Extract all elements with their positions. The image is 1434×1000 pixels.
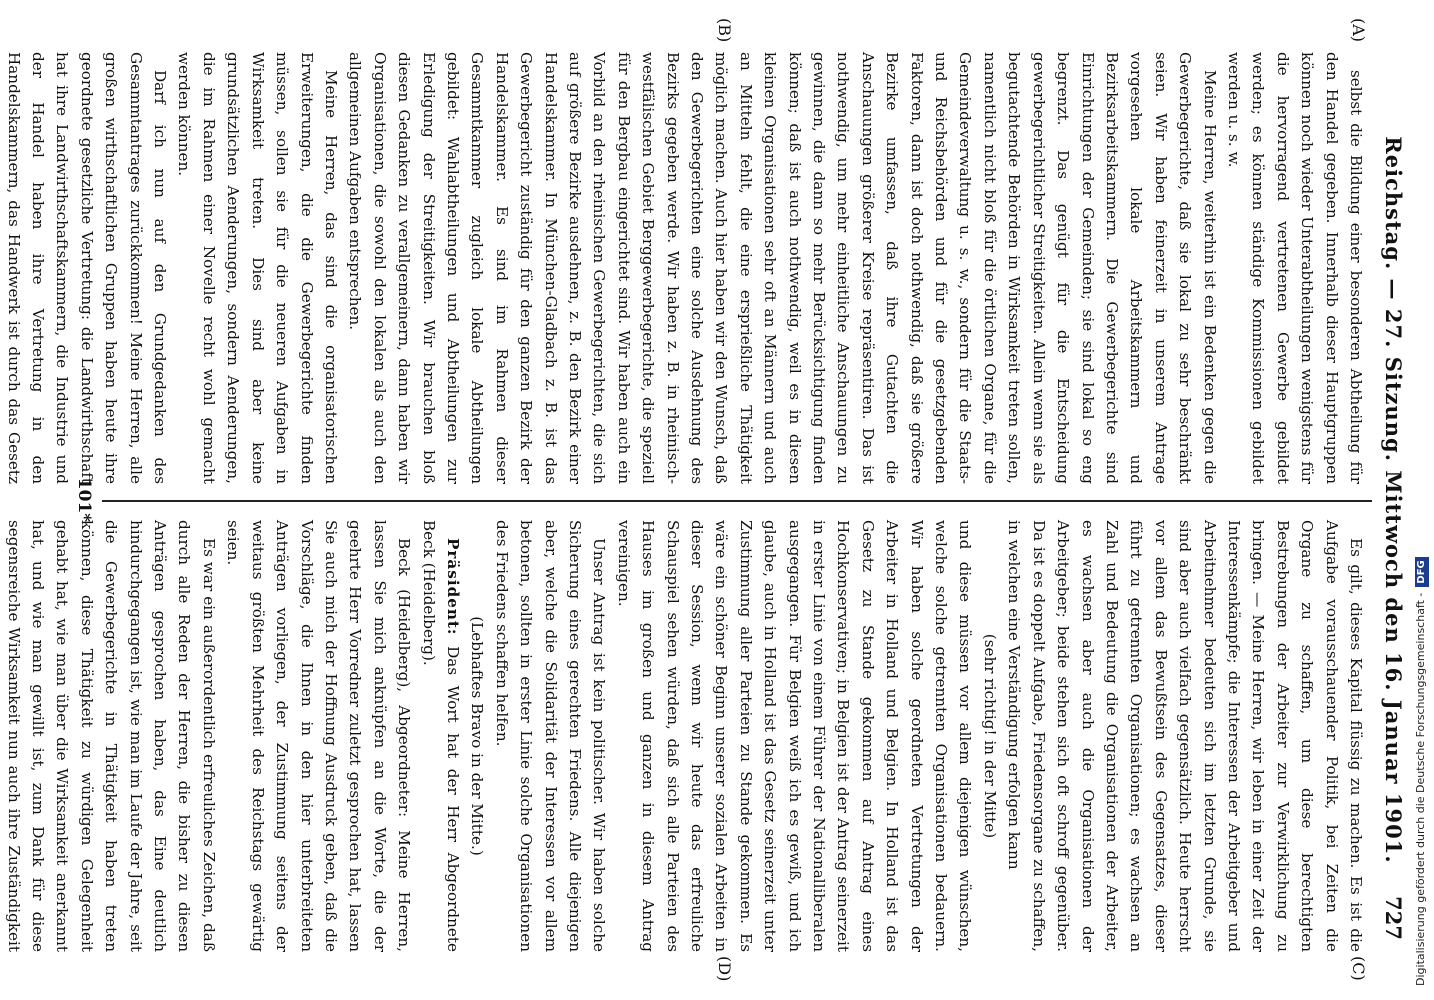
dfg-logo: DFG — [1415, 557, 1429, 586]
left-paragraph-3: Meine Herren, das sind die organisatorischen Erweiterungen, die die Gewerbegerichte finden müssen, sollen sie für die neueren Aufgaben in Wirksamkeit treten. Dies sind aber keine grundsätzlichen Aenderungen, sondern Aenderungen, die im Rahmen einer Novelle recht wohl gemacht werden können. — [175, 52, 340, 484]
right-paragraph-1: Es gilt, dieses Kapital flüssig zu machen. Es ist die Aufgabe vorausschauender Politik, bei Zeiten die Organe zu schaffen, um diese berechtigten Bestrebungen der Arbeiter zur Verwirklichung zu bringen. — Meine Herren, wir leben in einer Zeit der Interessenkämpfe; die Interessen der Arbeitgeber und Arbeitnehmer bedeuten sich im letzten Grunde, sie sind aber auch vielfach gegensätzlich. Heute herrscht vor allem das Bewußtsein des Gegensatzes, dieser führt zu getrennten Organisationen; es wachsen an Zahl und Bedeutung die Organisationen der Arbeiter, es wachsen aber auch die Organisationen der Arbeitgeber; beide stehen sich oft schroff gegenüber. Da ist es doppelt Aufgabe, Friedensorgane zu schaffen, in welchen eine Verständigung erfolgen kann — [1005, 520, 1365, 952]
speaker-line — [416, 520, 465, 952]
page-header — [1376, 60, 1406, 940]
margin-marker-c: (C) — [1349, 956, 1368, 981]
right-paragraph-2: und diese müssen vor allem diejenigen wünschen, welche solche getrennten Organisationen bedauern. Wir haben solche geordneten Vertretungen der Arbeiter in Holland und Belgien. In Holland ist das Gesetz zu Stande gekommen auf Antrag eines Hochkonservativen; in Belgien ist der Antrag seinerzeit in erster Linie von einem Führer der Nationalliberalen ausgegangen. Für Belgien weiß ich es gewiß, und ich glaube, auch in Holland ist das Gesetz seinerzeit unter Zustimmung aller Parteien zu Stande gekommen. Es wäre ein schöner Beginn unserer sozialen Arbeiten in dieser Session, wenn wir heute das erfreuliche Schauspiel sehen würden, daß sich alle Parteien des Hauses im großen und ganzen in diesem Antrag vereinigen. — [614, 520, 975, 952]
left-paragraph-1: selbst die Bildung einer besonderen Abtheilung für den Handel gegeben. Innerhalb dieser Hauptgruppen können noch wieder Unterabtheilungen wenigstens für die hervorragend vertretenen Gewerbe gebildet werden; es können ständige Kommissionen gebildet werden u. s. w. — [1224, 52, 1365, 484]
right-paragraph-5: Es war ein außerordentlich erfreuliches Zeichen, daß durch alle Reden der Herren, die bisher zu diesen Anträgen gesprochen haben, das Eine deutlich hindurchgegangen ist, wie man im Laufe der Jahre, seit die Gewerbegerichte in Thätigkeit haben treten können, diese Thätigkeit zu würdigen Gelegenheit gehabt hat, wie man über die Wirksamkeit anerkannt hat, und wie man gewillt ist, zum Dank für diese segensreiche Wirksamkeit nun auch ihre Zuständigkeit — [4, 520, 218, 952]
page-title: Reichstag. — 27. Sitzung. Mittwoch den 16. Januar 1901. — [1381, 136, 1406, 864]
right-cheer-2: (Lebhaftes Bravo in der Mitte.) — [468, 616, 487, 856]
margin-marker-b: (B) — [715, 18, 734, 43]
margin-marker-d: (D) — [715, 956, 734, 982]
left-column — [4, 52, 1368, 484]
speaker-text: Das Wort hat der Herr Abgeordnete Beck (Heidelberg). — [419, 520, 462, 952]
page-number: 727 — [1381, 896, 1406, 940]
right-paragraph-4: Beck (Heidelberg), Abgeordneter: Meine Herren, lassen Sie mich anknüpfen an die Worte, die der geehrte Herr Vorredner zuletzt gesprochen hat, lassen Sie auch mich der Hoffnung Ausdruck geben, daß die Vorschläge, die Ihnen in den hier unterbreiteten Anträgen vorliegen, der Zustimmung seitens der weitaus größten Mehrheit des Reichstags gewärtig seien. — [224, 520, 414, 952]
left-paragraph-4: Darf ich nun auf den Grundgedanken des Gesammtantrages zurückkommen! Meine Herren, alle großen wirthschaftlichen Gruppen haben heute ihre geordnete gesetzliche Vertretung: die Landwirthschaft hat ihre Landwirthschaftskammern, die Industrie und der Handel haben ihre Vertretung in den Handelskammern, das Handwerk ist durch das Gesetz — [4, 52, 170, 484]
credit-text: Digitalisierung gefördert durch die Deutsche Forschungsgemeinschaft - — [1414, 592, 1427, 986]
margin-marker-a: (A) — [1349, 18, 1368, 43]
speaker-label: Präsident: — [443, 538, 462, 636]
column-divider — [102, 500, 1372, 502]
digitization-credit — [1408, 0, 1434, 1000]
right-column — [4, 520, 1368, 952]
right-paragraph-3: Unser Antrag ist kein politischer. Wir haben solche Sicherung eines gerechten Friedens. Alle diejenigen aber, welche die Solidarität der Interessen vor allem betonen, sollten in erster Linie solche Organisationen des Friedens schaffen helfen. — [492, 520, 609, 952]
right-cheer-1: (sehr richtig! in der Mitte) — [980, 633, 999, 839]
signature-number: 101* — [74, 477, 94, 523]
left-paragraph-2: Meine Herren, weiterhin ist ein Bedenken gegen die Gewerbegerichte, daß sie lokal zu sehr beschränkt seien. Wir haben feinerzeit in unserem Antrage vorgesehen lokale Arbeitskammern und Bezirksarbeitskammern. Die Gewerbegerichte sind Einrichtungen der Gemeinden; sie sind lokal so eng begrenzt. Das genügt für die Entscheidung gewerbegerichtlicher Streitigkeiten. Allein wenn sie als begutachtende Behörden in Wirksamkeit treten sollen, namentlich nicht bloß für die örtlichen Organe, für die Gemeindeverwaltung u. s. w., sondern für die Staats- und Reichsbehörden und für die gesetzgebenden Faktoren, dann ist doch nothwendig, daß sie größere Bezirke umfassen, daß ihre Gutachten die Anschauungen größerer Kreise repräsentiren. Das ist nothwendig, um mehr einheitliche Anschauungen zu gewinnen, die dann so mehr Berücksichtigung finden können; daß ist auch nothwendig, weil es in diesen kleinen Organisationen sehr oft an Männern und auch an Mitteln fehlt, die eine ersprießliche Thätigkeit möglich machen. Auch hier haben wir den Wunsch, daß den Gewerbegerichten eine solche Ausdehnung des Bezirks gegeben werde. Wir haben z. B. in rheinisch-westfälischen Gebiet Berggewerbegerichte, die speziell für den Bergbau eingerichtet sind. Wir haben auch ein Vorbild an den rheinischen Gewerbegerichten, die sich auf größere Bezirke ausdehnen, z. B. den Bezirk einer Handelskammer. In München-Gladbach z. B. ist das Gewerbegericht zuständig für den ganzen Bezirk der Handelskammer. Es sind im Rahmen dieser Gesammtkammer zugleich lokale Abtheilungen gebildet: Wahlabtheilungen und Abtheilungen zur Erledigung der Streitigkeiten. Wir brauchen bloß diesen Gedanken zu verallgemeinern, dann haben wir Organisationen, die sowohl den lokalen als auch den allgemeinen Aufgaben entsprechen. — [346, 52, 1219, 484]
